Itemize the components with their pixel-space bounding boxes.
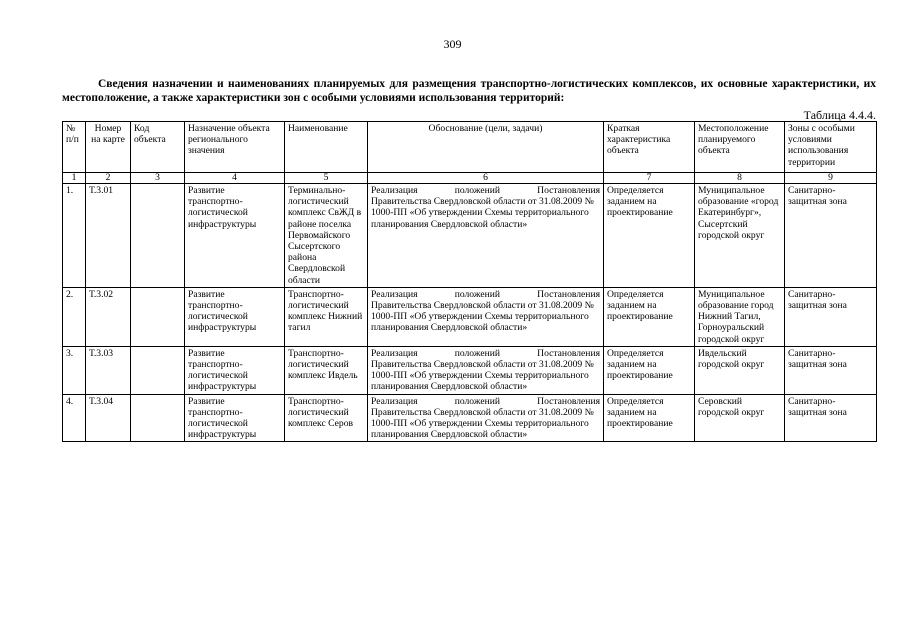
object-code bbox=[131, 287, 185, 346]
row-index: 4. bbox=[63, 394, 86, 442]
table-row bbox=[63, 346, 877, 394]
object-name: Терминально-логистический комплекс СвЖД в районе поселка Первомайского Сысертского района Свердловской области bbox=[285, 184, 368, 288]
object-code bbox=[131, 346, 185, 394]
justification-rest: Правительства Свердловской области от 31.08.2009 № 1000-ПП «Об утверждении Схемы территориального планирования Свердловской области» bbox=[371, 300, 594, 334]
column-number: 2 bbox=[86, 173, 131, 184]
page-number: 309 bbox=[443, 37, 462, 51]
justification-rest: Правительства Свердловской области от 31.08.2009 № 1000-ПП «Об утверждении Схемы территориального планирования Свердловской области» bbox=[371, 196, 594, 230]
object-purpose: Развитие транспортно-логистической инфраструктуры bbox=[185, 184, 285, 288]
table-header-row bbox=[63, 122, 877, 173]
object-purpose: Развитие транспортно-логистической инфраструктуры bbox=[185, 394, 285, 442]
special-zones: Санитарно-защитная зона bbox=[785, 394, 877, 442]
object-purpose: Развитие транспортно-логистической инфраструктуры bbox=[185, 346, 285, 394]
special-zones: Санитарно-защитная зона bbox=[785, 287, 877, 346]
column-number-row bbox=[63, 173, 877, 184]
object-name: Транспортно-логистический комплекс Серов bbox=[285, 394, 368, 442]
map-number: Т.3.04 bbox=[86, 394, 131, 442]
column-number: 1 bbox=[63, 173, 86, 184]
table-row bbox=[63, 287, 877, 346]
map-number: Т.3.02 bbox=[86, 287, 131, 346]
map-number: Т.3.01 bbox=[86, 184, 131, 288]
row-index: 2. bbox=[63, 287, 86, 346]
column-header: Номер на карте bbox=[86, 122, 131, 173]
column-number: 8 bbox=[695, 173, 785, 184]
object-characteristic: Определяется заданием на проектирование bbox=[604, 287, 695, 346]
column-header: Обоснование (цели, задачи) bbox=[368, 122, 604, 173]
justification-rest: Правительства Свердловской области от 31.08.2009 № 1000-ПП «Об утверждении Схемы территориального планирования Свердловской области» bbox=[371, 406, 594, 441]
object-characteristic: Определяется заданием на проектирование bbox=[604, 346, 695, 394]
object-characteristic: Определяется заданием на проектирование bbox=[604, 394, 695, 442]
object-location: Ивдельский городской округ bbox=[695, 346, 785, 394]
object-characteristic: Определяется заданием на проектирование bbox=[604, 184, 695, 288]
facilities-table bbox=[62, 121, 877, 442]
justification-first-line: Реализация положений Постановления bbox=[371, 395, 600, 407]
justification bbox=[368, 394, 604, 442]
column-number: 9 bbox=[785, 173, 877, 184]
table-row bbox=[63, 184, 877, 288]
special-zones: Санитарно-защитная зона bbox=[785, 346, 877, 394]
object-name: Транспортно-логистический комплекс Ивдель bbox=[285, 346, 368, 394]
column-header: Назначение объекта регионального значения bbox=[185, 122, 285, 173]
justification-first-line: Реализация положений Постановления bbox=[371, 185, 600, 196]
column-number: 7 bbox=[604, 173, 695, 184]
column-number: 4 bbox=[185, 173, 285, 184]
column-header: Зоны с особыми условиями использования территории bbox=[785, 122, 877, 173]
justification-first-line: Реализация положений Постановления bbox=[371, 288, 600, 300]
object-code bbox=[131, 394, 185, 442]
object-location: Муниципальное образование город Нижний Тагил, Горноуральский городской округ bbox=[695, 287, 785, 346]
justification-rest: Правительства Свердловской области от 31.08.2009 № 1000-ПП «Об утверждении Схемы территориального планирования Свердловской области» bbox=[371, 359, 594, 393]
table-caption: Таблица 4.4.4. bbox=[803, 108, 876, 122]
justification bbox=[368, 184, 604, 288]
map-number: Т.3.03 bbox=[86, 346, 131, 394]
column-header: Краткая характеристика объекта bbox=[604, 122, 695, 173]
object-purpose: Развитие транспортно-логистической инфраструктуры bbox=[185, 287, 285, 346]
object-code bbox=[131, 184, 185, 288]
table-row bbox=[63, 394, 877, 442]
special-zones: Санитарно-защитная зона bbox=[785, 184, 877, 288]
row-index: 3. bbox=[63, 346, 86, 394]
column-number: 6 bbox=[368, 173, 604, 184]
justification bbox=[368, 287, 604, 346]
object-location: Серовский городской округ bbox=[695, 394, 785, 442]
column-header: Местоположение планируемого объекта bbox=[695, 122, 785, 173]
document-heading: Сведения назначении и наименованиях планируемых для размещения транспортно-логистических комплексов, их основные характеристики, их местоположение, а также характеристики зон с особыми условиями использования территорий: bbox=[62, 78, 876, 104]
column-header: Код объекта bbox=[131, 122, 185, 173]
justification-first-line: Реализация положений Постановления bbox=[371, 347, 600, 359]
column-header: Наименование bbox=[285, 122, 368, 173]
object-name: Транспортно-логистический комплекс Нижний тагил bbox=[285, 287, 368, 346]
justification bbox=[368, 346, 604, 394]
object-location: Муниципальное образование «город Екатеринбург», Сысертский городской округ bbox=[695, 184, 785, 288]
row-index: 1. bbox=[63, 184, 86, 288]
column-number: 5 bbox=[285, 173, 368, 184]
column-header: № п/п bbox=[63, 122, 86, 173]
column-number: 3 bbox=[131, 173, 185, 184]
